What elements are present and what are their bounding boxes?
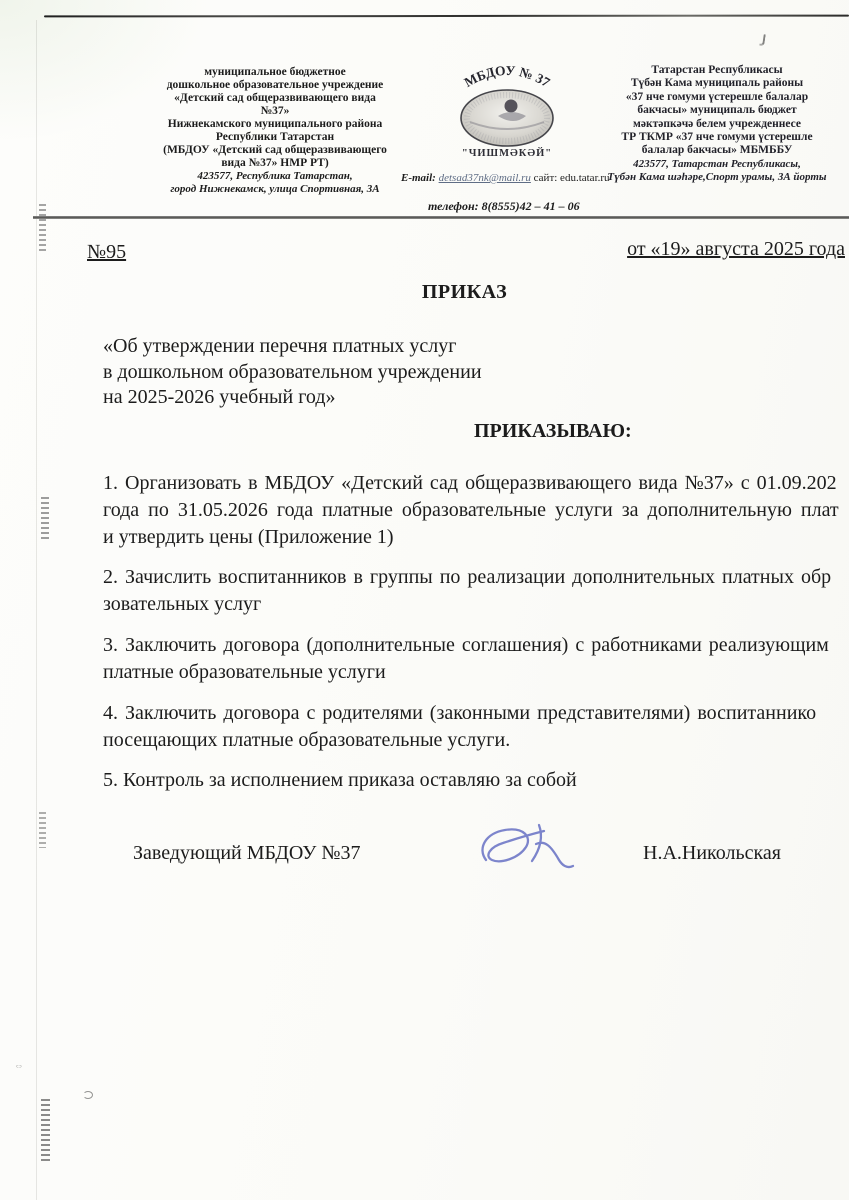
decree-word: ПРИКАЗЫВАЮ:: [474, 420, 632, 442]
org-line: «37 нче гомуми үстерешле балалар: [625, 90, 809, 103]
org-address-line: 423577, Татарстан Республикасы,: [633, 157, 801, 170]
item-line: 4. Заключить договора с родителями (законными представителями) воспитаннико: [103, 702, 817, 724]
signatory-name: Н.А.Никольская: [643, 842, 781, 864]
org-line: вида №37» НМР РТ): [221, 157, 329, 169]
subject-line: в дошкольном образовательном учреждении: [103, 360, 482, 383]
item-line: 5. Контроль за исполнением приказа оставляю за собой: [103, 769, 577, 791]
item-line: года по 31.05.2026 года платные образовательные услуги за дополнительную плат: [103, 499, 839, 521]
subject-line: «Об утверждении перечня платных услуг: [103, 335, 457, 357]
item-line: платные образовательные услуги: [103, 661, 386, 683]
order-item-4: [103, 700, 816, 754]
logo-arc-text: МБДОУ № 37: [461, 62, 553, 91]
item-line: 2. Зачислить воспитанников в группы по реализации дополнительных платных обр: [103, 566, 832, 588]
org-name-russian: [98, 66, 452, 196]
item-line: и утвердить цены (Приложение 1): [103, 526, 394, 548]
order-number: №95: [87, 241, 127, 263]
org-line: Түбән Кама муниципаль районы: [630, 77, 804, 90]
org-address-line: город Нижнекамск, улица Спортивная, 3А: [170, 183, 380, 195]
header-divider-line: [33, 216, 849, 219]
scan-smudge: [39, 812, 46, 848]
email-address: detsad37nk@mail.ru: [438, 172, 531, 184]
scan-smudge: [41, 1099, 50, 1161]
order-item-5: [103, 767, 577, 794]
logo-bottom-text: "ЧИШМӘКӘЙ": [461, 148, 553, 159]
org-line: бакчасы» муниципаль бюджет: [637, 104, 797, 117]
scan-smudge: [41, 497, 49, 541]
logo-child-figure: [505, 100, 518, 113]
paper-left-edge-line: [36, 20, 37, 1200]
org-line: Татарстан Республикасы: [651, 64, 783, 76]
org-line: (МБДОУ «Детский сад общеразвивающего: [163, 144, 387, 156]
svg-text:МБДОУ № 37: [462, 63, 553, 90]
order-subject: [103, 334, 482, 411]
scan-ink-mark: ᶜᵓ: [16, 1063, 22, 1072]
org-address-line: Түбән Кама шәһәре,Спорт урамы, 3А йорты: [607, 171, 827, 184]
item-line: 3. Заключить договора (дополнительные соглашения) с работниками реализующим: [103, 634, 829, 656]
kindergarten-logo: [448, 56, 566, 169]
org-line: ТР ТКМР «37 нче гомуми үстерешле: [621, 131, 813, 144]
item-line: зовательных услуг: [103, 593, 262, 615]
org-line: Нижнекамского муниципального района: [167, 118, 383, 130]
scan-top-edge-line: [44, 15, 849, 18]
org-line: №37»: [260, 105, 290, 117]
kindergarten-logo-emblem: [448, 56, 566, 164]
org-line: мәктәпкәчә белем учрежденнесе: [633, 117, 801, 130]
handwritten-signature: [468, 816, 583, 889]
org-line: муниципальное бюджетное: [204, 66, 346, 78]
signatory-position: Заведующий МБДОУ №37: [133, 842, 361, 864]
org-line: «Детский сад общеразвивающего вида: [174, 92, 376, 104]
org-line: дошкольное образовательное учреждение: [166, 79, 384, 91]
org-line: балалар бакчасы» МБМББУ: [641, 144, 793, 157]
org-name-tatar: [590, 64, 844, 185]
contact-email-line: [401, 172, 610, 184]
org-line: Республики Татарстан: [215, 131, 335, 143]
order-item-1: [103, 470, 839, 551]
order-item-3: [103, 632, 829, 686]
order-item-2: [103, 564, 831, 618]
order-title: ПРИКАЗ: [421, 281, 508, 303]
site-address: сайт: edu.tatar.ru: [533, 172, 610, 184]
scan-ink-mark: [83, 1091, 93, 1099]
subject-line: на 2025-2026 учебный год»: [103, 386, 336, 408]
contact-phone-line: телефон: 8(8555)42 – 41 – 06: [428, 199, 580, 213]
scan-ink-mark: [759, 34, 766, 47]
org-address-line: 423577, Республика Татарстан,: [197, 170, 353, 182]
item-line: 1. Организовать в МБДОУ «Детский сад общеразвивающего вида №37» с 01.09.202: [103, 472, 837, 494]
item-line: посещающих платные образовательные услуги.: [103, 729, 511, 751]
email-label: E-mail:: [401, 172, 436, 184]
scan-smudge: [39, 204, 46, 252]
order-date: от «19» августа 2025 года: [627, 238, 845, 260]
